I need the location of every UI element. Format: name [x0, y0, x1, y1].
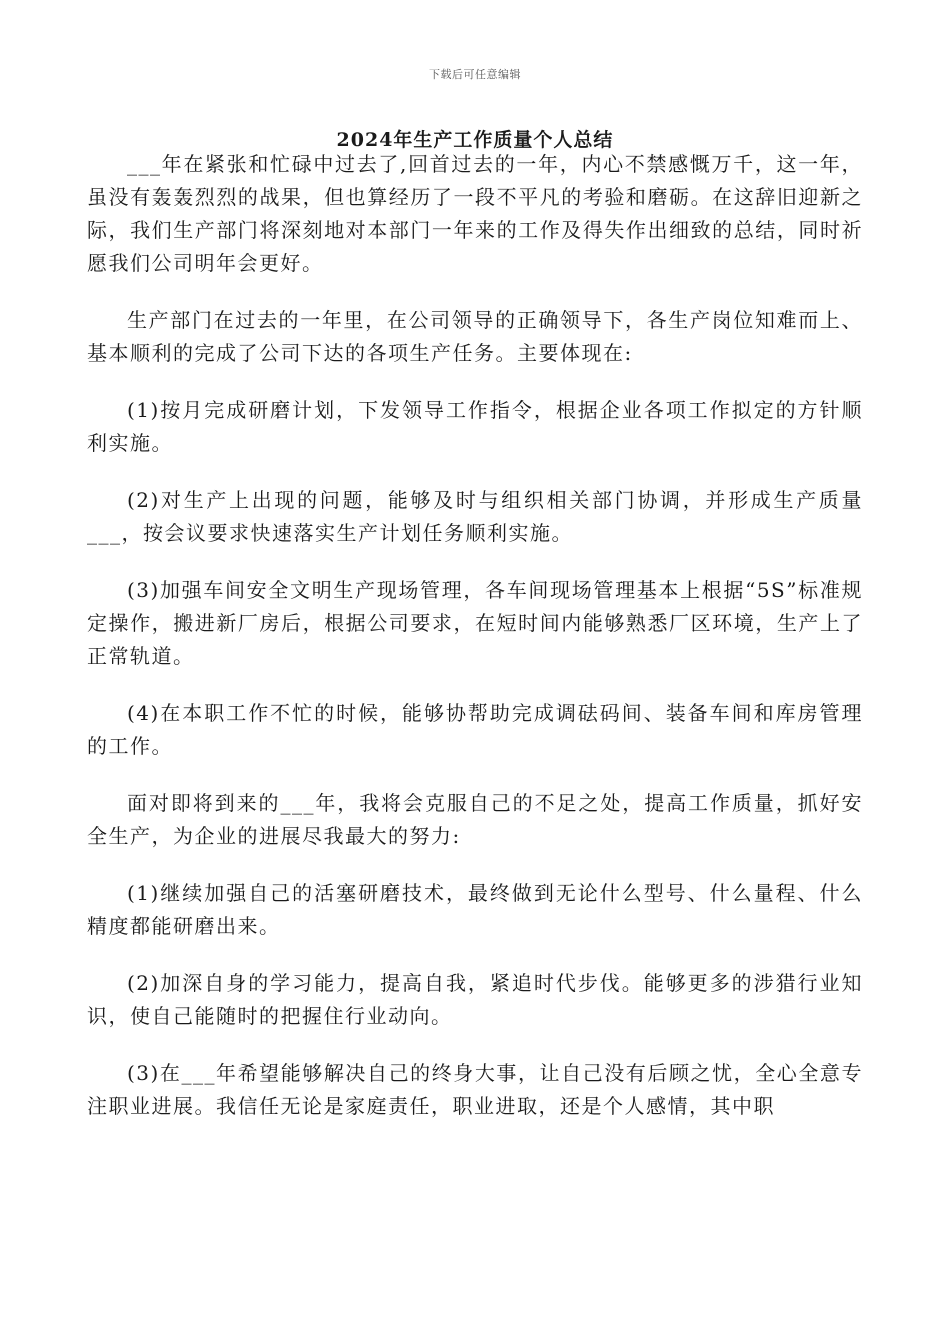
paragraph-plan-2: (2)加深自身的学习能力，提高自我，紧追时代步伐。能够更多的涉猎行业知识，使自己能随时的把握住行业动向。	[87, 971, 863, 1028]
paragraph-intro: ___年在紧张和忙碌中过去了,回首过去的一年，内心不禁感慨万千，这一年，虽没有轰轰烈烈的战果，但也算经历了一段不平凡的考验和磨砺。在这辞旧迎新之际，我们生产部门将深刻地对本部门一年来的工作及得失作出细致的总结，同时祈愿我们公司明年会更好。	[87, 152, 863, 275]
paragraph-plan-1: (1)继续加强自己的活塞研磨技术，最终做到无论什么型号、什么量程、什么精度都能研磨出来。	[87, 881, 863, 938]
paragraph-plan-intro: 面对即将到来的___年，我将会克服自己的不足之处，提高工作质量，抓好安全生产，为企业的进展尽我最大的努力:	[87, 791, 863, 848]
paragraph-plan-3: (3)在___年希望能够解决自己的终身大事，让自己没有后顾之忧，全心全意专注职业进展。我信任无论是家庭责任，职业进取，还是个人感情，其中职	[87, 1061, 863, 1118]
document-body	[87, 148, 863, 1147]
paragraph-summary: 生产部门在过去的一年里，在公司领导的正确领导下，各生产岗位知难而上、基本顺利的完成了公司下达的各项生产任务。主要体现在:	[87, 308, 863, 365]
paragraph-item-1: (1)按月完成研磨计划，下发领导工作指令，根据企业各项工作拟定的方针顺利实施。	[87, 398, 863, 455]
paragraph-item-3: (3)加强车间安全文明生产现场管理，各车间现场管理基本上根据“5S”标准规定操作，搬进新厂房后，根据公司要求，在短时间内能够熟悉厂区环境，生产上了正常轨道。	[87, 578, 863, 668]
document-title: 2024年生产工作质量个人总结	[336, 129, 614, 151]
paragraph-item-4: (4)在本职工作不忙的时候，能够协帮助完成调砝码间、装备车间和库房管理的工作。	[87, 701, 863, 758]
paragraph-item-2: (2)对生产上出现的问题，能够及时与组织相关部门协调，并形成生产质量___，按会议要求快速落实生产计划任务顺利实施。	[87, 488, 863, 545]
header-note: 下载后可任意编辑	[429, 68, 521, 81]
